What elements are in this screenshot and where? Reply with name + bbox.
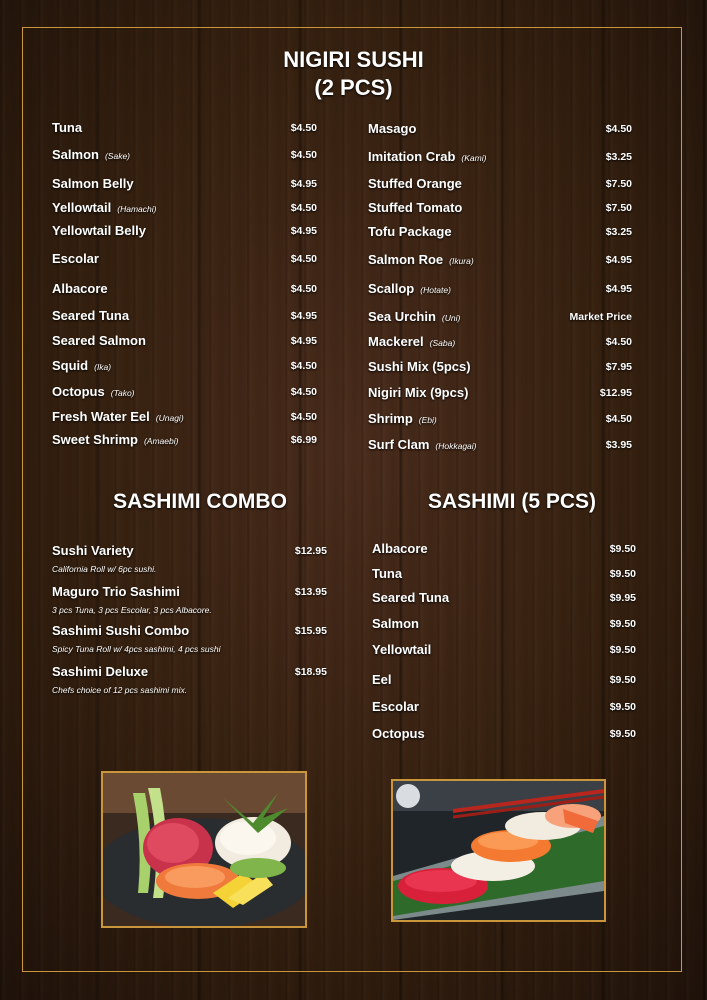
menu-item: Stuffed Tomato $7.50 (368, 200, 632, 215)
menu-item: Sushi Mix (5pcs) $7.95 (368, 359, 632, 374)
menu-item: Yellowtail $9.50 (372, 642, 636, 657)
menu-item: Salmon Roe (Ikura) $4.95 (368, 252, 632, 267)
menu-item: Salmon Belly $4.95 (52, 176, 317, 191)
menu-item: Albacore $9.50 (372, 541, 636, 556)
menu-item: Sweet Shrimp (Amaebi) $6.99 (52, 432, 317, 447)
combo-item: Sushi Variety $12.95 California Roll w/ 6pc sushi. (52, 543, 327, 574)
menu-item: Yellowtail Belly $4.95 (52, 223, 317, 238)
menu-item: Tofu Package $3.25 (368, 224, 632, 239)
menu-item: Albacore $4.50 (52, 281, 317, 296)
sashimi-platter-photo (101, 771, 307, 928)
menu-item: Salmon $9.50 (372, 616, 636, 631)
menu-item: Yellowtail (Hamachi) $4.50 (52, 200, 317, 215)
nigiri-title-line1: NIGIRI SUSHI (283, 47, 424, 72)
menu-item: Fresh Water Eel (Unagi) $4.50 (52, 409, 317, 424)
menu-item: Salmon (Sake) $4.50 (52, 147, 317, 162)
sashimi-section-title: SASHIMI (5 PCS) (427, 490, 597, 513)
menu-item: Sea Urchin (Uni) Market Price (368, 309, 632, 324)
menu-item: Imitation Crab (Kami) $3.25 (368, 149, 632, 164)
combo-item: Sashimi Sushi Combo $15.95 Spicy Tuna Roll w/ 4pcs sashimi, 4 pcs sushi (52, 623, 327, 654)
menu-item: Masago $4.50 (368, 121, 632, 136)
menu-item: Seared Tuna $4.95 (52, 308, 317, 323)
menu-item: Tuna $9.50 (372, 566, 636, 581)
combo-item: Maguro Trio Sashimi $13.95 3 pcs Tuna, 3 pcs Escolar, 3 pcs Albacore. (52, 584, 327, 615)
menu-item: Surf Clam (Hokkagai) $3.95 (368, 437, 632, 452)
menu-item: Seared Tuna $9.95 (372, 590, 636, 605)
menu-item: Eel $9.50 (372, 672, 636, 687)
menu-item: Escolar $9.50 (372, 699, 636, 714)
combo-item: Sashimi Deluxe $18.95 Chefs choice of 12 pcs sashimi mix. (52, 664, 327, 695)
menu-item: Shrimp (Ebi) $4.50 (368, 411, 632, 426)
menu-item: Seared Salmon $4.95 (52, 333, 317, 348)
menu-item: Octopus $9.50 (372, 726, 636, 741)
menu-item: Mackerel (Saba) $4.50 (368, 334, 632, 349)
menu-item: Octopus (Tako) $4.50 (52, 384, 317, 399)
nigiri-section-title (0, 46, 707, 102)
sashimi-combo-title: SASHIMI COMBO (113, 490, 287, 513)
menu-item: Tuna $4.50 (52, 120, 317, 135)
menu-item: Scallop (Hotate) $4.95 (368, 281, 632, 296)
nigiri-title-line2: (2 PCS) (314, 75, 393, 100)
menu-item: Squid (Ika) $4.50 (52, 358, 317, 373)
nigiri-sushi-photo (391, 779, 606, 922)
menu-item: Escolar $4.50 (52, 251, 317, 266)
menu-item: Nigiri Mix (9pcs) $12.95 (368, 385, 632, 400)
menu-item: Stuffed Orange $7.50 (368, 176, 632, 191)
